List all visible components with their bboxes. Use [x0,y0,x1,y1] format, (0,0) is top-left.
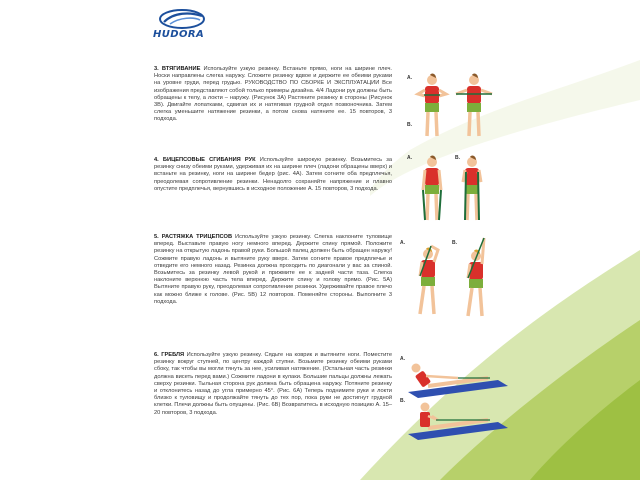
section-title: ВТЯГИВАНИЕ [161,66,201,72]
figure-6-illustration [398,350,508,450]
figure-label-b: B. [452,240,457,246]
figure-3-illustration [405,70,505,150]
figure-label-a: A. [400,356,405,362]
figure-label-b: B. [407,122,412,128]
person-figure-3a [418,74,446,136]
figure-label-a: A. [407,155,412,161]
exercise-section-5 [154,234,392,306]
section-number: 6. [154,352,159,358]
section-title: БИЦЕПСОВЫЕ СГИБАНИЯ РУК [162,157,256,163]
person-figure-6a [408,364,508,399]
person-figure-4a [423,156,441,220]
logo-emblem-icon [150,8,220,30]
person-figure-6b [408,403,508,441]
section-title: РАСТЯЖКА ТРИЦЕПСОВ [161,234,233,240]
person-figure-3b [456,74,492,136]
person-figure-5a [420,246,438,314]
section-text: Используйте узкую резинку. Слегка наклоните туловище вперед. Выставьте правую ногу немного вперед. Держите спину прямой. Положите резинку на открытую ладонь правой руки. Большой палец должен быть обращен наружу! Сожмите правую ладонь и вытяните руку вверх. Затем согните правое предплечье и отведите его немного назад. Резинка должна проходить по диагонали у вас за спиной. Возьмитесь за резинку левой рукой и прижмите ее к задней части таза. Слегка наклоните верхнюю часть тела вперед. Держите спину и голову прямо. (Рис. 5А) Вытяните правую руку, преодолевая сопротивление резинки. Удерживайте правое плечо как можно ближе к голове. (Рис. 5В) 12 повторов. Поменяйте стороны. Выполните 3 подхода. [154,234,392,305]
logo-text: HUDORA [153,29,205,40]
section-text: Используйте узкую резинку. Сядьте на коврик и вытяните ноги. Поместите резинку вокруг ступней, по центру каждой ступни. Возьмите резинку обеими руками сбоку, так чтобы вы могли тянуть за нее, усиливая натяжение. (Остальная часть резинки должна висеть перед вами.) Сожмите ладони в кулаки. Большие пальцы должны лежать сверху резинки. Тыльная сторона рук должна быть обращена наружу. Потяните резинку и отклонитесь назад до угла примерно 45°. (Рис. 6А) Теперь поднимите руки и локти близко к туловищу и продолжайте тянуть до тех пор, пока руки не достигнут грудной клетки. Плечи должны быть опущены. (Рис. 6В) Возвратитесь в исходную позицию А. 15–20 повторов, 3 подхода. [154,352,392,416]
exercise-section-6 [154,352,392,417]
figure-label-b: B. [455,155,460,161]
exercise-section-3 [154,66,392,124]
section-text: Используйте широкую резинку. Возьмитесь за резинку снизу обеими руками, удерживая их на ширине плеч (ладони обращены вверх) и встаньте на резинку, ноги на ширине бедер (рис. 4А). Затем согните оба предплечья, преодолевая сопротивление резинки. Ненадолго сохраняйте напряжение и плавно опустите предплечья, вернувшись в исходное положение А. 15 повторов, 3 подхода. [154,157,392,192]
section-number: 4. [154,157,159,163]
person-figure-5b [468,238,484,316]
exercise-section-4 [154,157,392,193]
figure-4-illustration [405,150,495,230]
hudora-logo [150,8,220,42]
person-figure-4b [463,156,481,220]
section-number: 3. [154,66,159,72]
figure-label-a: A. [407,75,412,81]
figure-label-b: B. [400,398,405,404]
figure-label-a: A. [400,240,405,246]
section-number: 5. [154,234,159,240]
section-title: ГРЕБЛЯ [161,352,185,358]
figure-5-illustration [398,232,498,322]
section-text: Используйте узкую резинку. Встаньте прямо, ноги на ширине плеч. Носки направлены слегка наружу. Сложите резинку вдвое и держите ее обеими руками на уровне груди, перед грудью. РУКОВОДСТВО ПО СБОРКЕ И ЭКСПЛУАТАЦИИ Все изображения представляют собой только примеры дизайна. 4/4 Ладони рук должны быть обращены к телу, а локти – наружу. (Рисунок 3А) Растяните резинку в стороны (Рисунок 3В). Двигайте лопатками, сдвигая их и натягивая грудной отдел позвоночника. Затем слегка уменьшите натяжение резинки, а потом снова натяните ее. 15 повторов, 3 подхода. [154,66,392,123]
